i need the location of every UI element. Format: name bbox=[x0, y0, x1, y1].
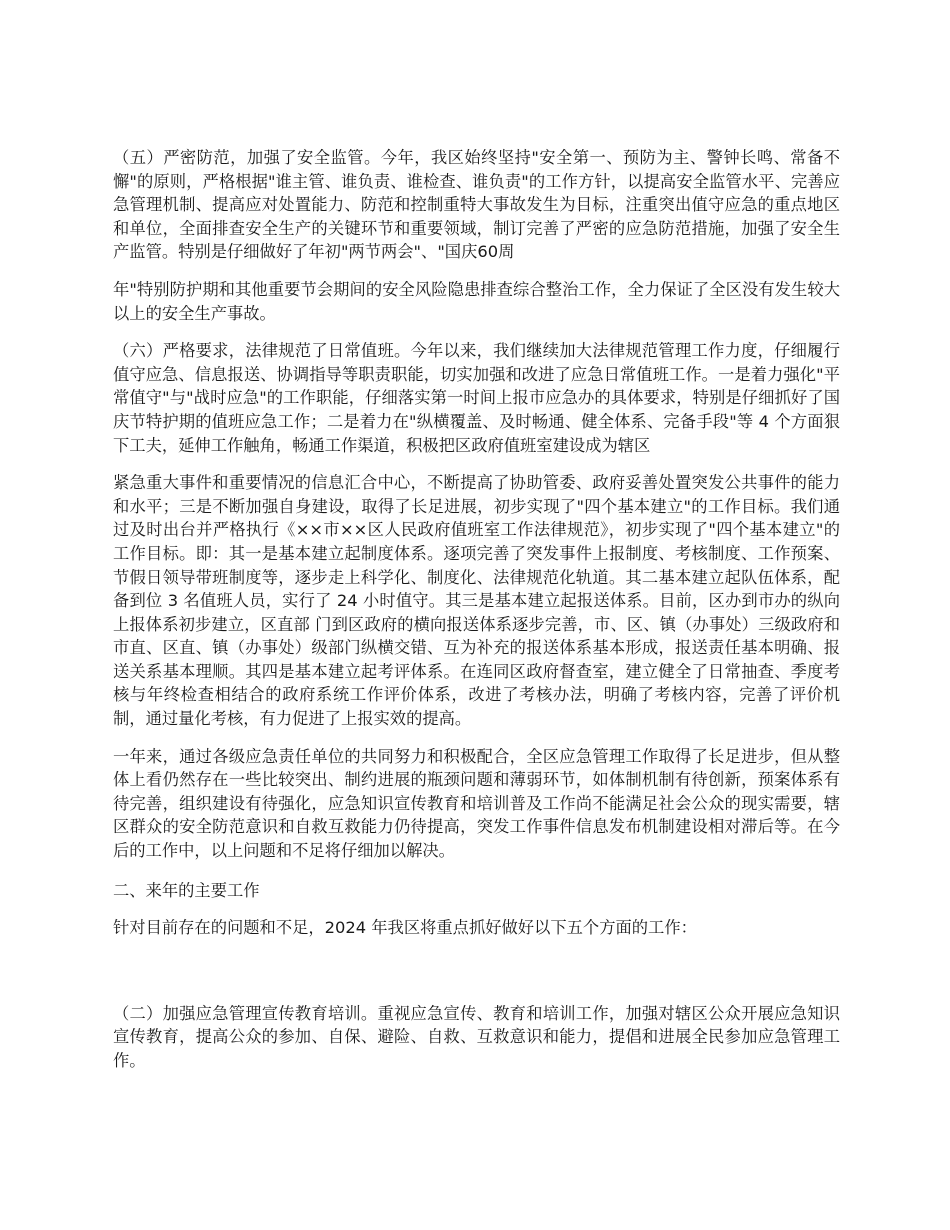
paragraph-duty-regulation: （六）严格要求，法律规范了日常值班。今年以来，我们继续加大法律规范管理工作力度，仔细履行值守应急、信息报送、协调指导等职责职能，切实加强和改进了应急日常值班工作。一是着力强化"平常值守"与"战时应急"的工作职能，仔细落实第一时间上报市应急办的具体要求，特别是仔细抓好了国庆节特护期的值班应急工作；二是着力在"纵横覆盖、及时畅通、健全体系、完备手段"等 4 个方面狠下工夫，延伸工作触角，畅通工作渠道，积极把区政府值班室建设成为辖区 bbox=[113, 341, 840, 455]
paragraph-safety-supervision-continued: 年"特别防护期和其他重要节会期间的安全风险隐患排查综合整治工作，全力保证了全区没有发生较大以上的安全生产事故。 bbox=[113, 279, 840, 323]
paragraph-education-training: （二）加强应急管理宣传教育培训。重视应急宣传、教育和培训工作，加强对辖区公众开展应急知识宣传教育，提高公众的参加、自保、避险、自救、互救意识和能力，提倡和进展全民参加应急管理工作。 bbox=[113, 1003, 840, 1070]
paragraph-next-year-intro: 针对目前存在的问题和不足，2024 年我区将重点抓好做好以下五个方面的工作： bbox=[113, 918, 697, 938]
paragraph-safety-supervision: （五）严密防范，加强了安全监管。今年，我区始终坚持"安全第一、预防为主、警钟长鸣、常备不懈"的原则，严格根据"谁主管、谁负责、谁检查、谁负责"的工作方针，以提高安全监管水平、完善应急管理机制、提高应对处置能力、防范和控制重特大事故发生为目标，注重突出值守应急的重点地区和单位，全面排查安全生产的关键环节和重要领域，制订完善了严密的应急防范措施，加强了安全生产监管。特别是仔细做好了年初"两节两会"、"国庆60周 bbox=[113, 148, 840, 262]
paragraph-year-summary: 一年来，通过各级应急责任单位的共同努力和积极配合，全区应急管理工作取得了长足进步，但从整体上看仍然存在一些比较突出、制约进展的瓶颈问题和薄弱环节，如体制机制有待创新，预案体系有待完善，组织建设有待强化，应急知识宣传教育和培训普及工作尚不能满足社会公众的现实需要，辖区群众的安全防范意识和自救互救能力仍待提高，突发工作事件信息发布机制建设相对滞后等。在今后的工作中，以上问题和不足将仔细加以解决。 bbox=[113, 746, 840, 861]
blank-gap bbox=[113, 940, 840, 1002]
paragraph-duty-regulation-continued: 紧急重大事件和重要情况的信息汇合中心，不断提高了协助管委、政府妥善处置突发公共事件的能力和水平；三是不断加强自身建设，取得了长足进展，初步实现了"四个基本建立"的工作目标。我们通过及时出台并严格执行《××市××区人民政府值班室工作法律规范》，初步实现了"四个基本建立"的工作目标。即：其一是基本建立起制度体系。逐项完善了突发事件上报制度、考核制度、工作预案、节假日领导带班制度等，逐步走上科学化、制度化、法律规范化轨道。其二基本建立起队伍体系，配备到位 3 名值班人员，实行了 24 小时值守。其三是基本建立起报送体系。目前，区办到市办的纵向上报体系初步建立，区直部 门到区政府的横向报送体系逐步完善，市、区、镇（办事处）三级政府和市直、区直、镇（办事处）级部门纵横交错、互为补充的报送体系基本形成，报送责任基本明确、报送关系基本理顺。其四是基本建立起考评体系。在连同区政府督查室，建立健全了日常抽查、季度考核与年终检查相结合的政府系统工作评价体系，改进了考核办法，明确了考核内容，完善了评价机制，通过量化考核，有力促进了上报实效的提高。 bbox=[113, 473, 840, 729]
section-heading-next-year-work: 二、来年的主要工作 bbox=[113, 880, 260, 900]
